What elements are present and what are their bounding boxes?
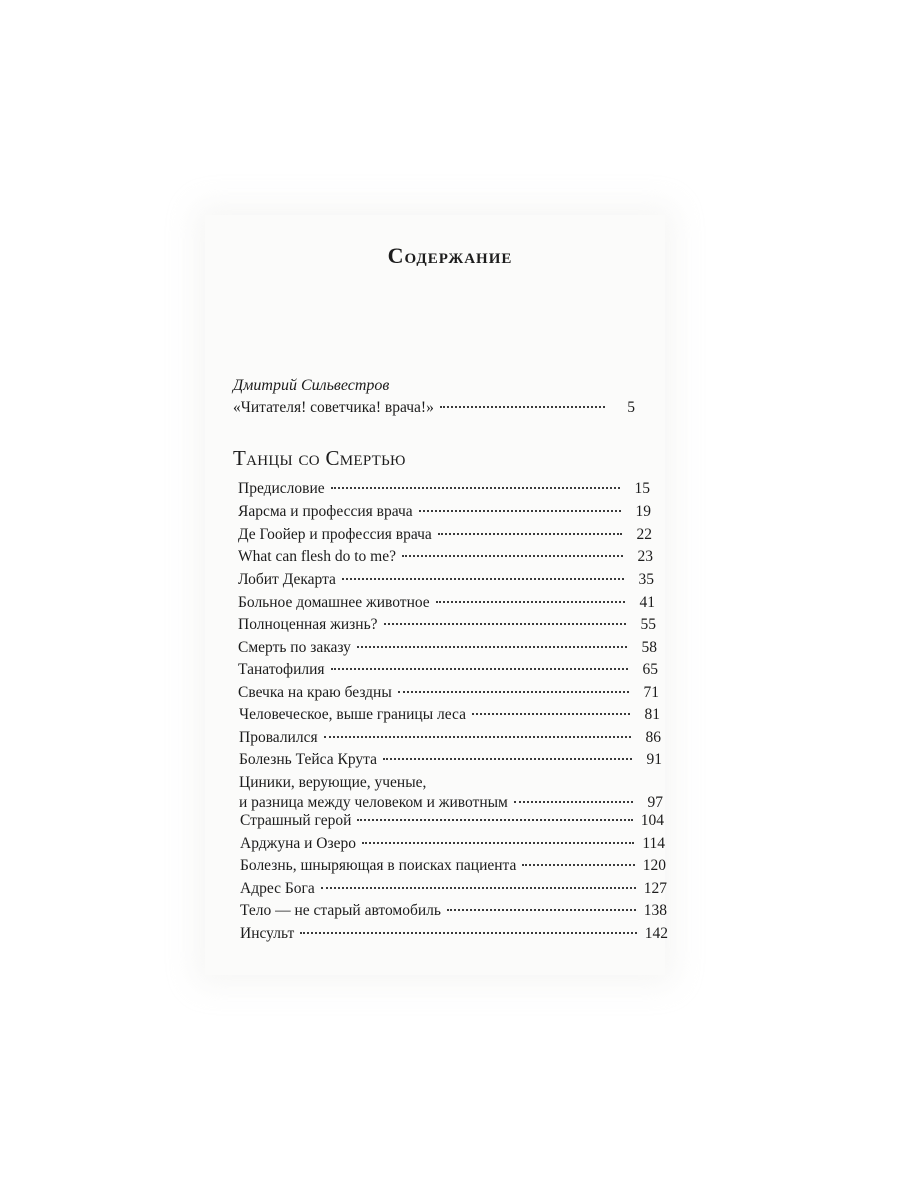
toc-entry-title: Инсульт: [240, 925, 295, 942]
dot-leader: [436, 601, 625, 603]
toc-entry-title: Человеческое, выше границы леса: [239, 706, 466, 723]
toc-entry-title: Страшный герой: [240, 812, 352, 829]
toc-entry-page: 15: [634, 480, 650, 497]
toc-entry-page: 22: [636, 526, 652, 543]
toc-entry-page: 55: [640, 616, 656, 633]
toc-entry: [240, 834, 665, 854]
toc-entry-title: Арджуна и Озеро: [240, 835, 357, 852]
toc-entry: [240, 901, 667, 921]
dot-leader: [362, 842, 634, 844]
toc-entry: [239, 750, 662, 770]
toc-entry: [238, 593, 655, 613]
dot-leader: [522, 864, 634, 866]
dot-leader: [324, 736, 631, 738]
dot-leader: [357, 646, 627, 648]
toc-entry-title-line2: и разница между человеком и животным: [239, 794, 508, 811]
toc-entry-page: 5: [627, 399, 635, 416]
toc-entry-title: Яарсма и профессия врача: [238, 503, 413, 520]
toc-entry-title: Адрес Бога: [240, 880, 315, 897]
toc-entry-page: 81: [644, 706, 660, 723]
page-title: Содержание: [387, 243, 513, 268]
dot-leader: [447, 909, 636, 911]
toc-entry-page: 138: [643, 902, 667, 919]
toc-entry: [239, 773, 663, 813]
toc-entry: [238, 660, 658, 680]
dot-leader: [402, 555, 623, 557]
toc-entry: [240, 924, 668, 944]
toc-entry: [240, 811, 664, 831]
preface-author: Дмитрий Сильвестров: [233, 377, 390, 394]
toc-entry-page: 19: [635, 503, 651, 520]
toc-entry-page: 41: [639, 594, 655, 611]
toc-entry-page: 91: [646, 751, 662, 768]
toc-entry: [238, 525, 652, 545]
section-title: Танцы со Смертью: [233, 446, 406, 470]
toc-entry-page: 127: [643, 880, 667, 897]
toc-entry-page: 65: [642, 661, 658, 678]
dot-leader: [419, 510, 621, 512]
toc-entry-page: 104: [640, 812, 664, 829]
dot-leader: [331, 487, 620, 489]
dot-leader: [440, 406, 605, 408]
toc-entry-title: «Читателя! советчика! врача!»: [233, 399, 434, 416]
dot-leader: [472, 713, 630, 715]
toc-entry: [240, 879, 667, 899]
toc-entry-page: 23: [637, 548, 653, 565]
toc-entry: [238, 502, 651, 522]
toc-entry: [238, 479, 650, 499]
toc-entry: [238, 638, 657, 658]
dot-leader: [398, 691, 629, 693]
toc-entry: [238, 547, 653, 567]
toc-entry-page: 114: [642, 835, 665, 852]
dot-leader: [438, 533, 622, 535]
dot-leader: [331, 668, 628, 670]
toc-entry-title: Полноценная жизнь?: [238, 616, 378, 633]
toc-entry-preface: [233, 398, 635, 418]
toc-entry: [239, 705, 660, 725]
toc-entry-title: Лобит Декарта: [238, 571, 336, 588]
toc-entry-title: Болезнь, шныряющая в поисках пациента: [240, 857, 517, 874]
dot-leader: [357, 819, 632, 821]
dot-leader: [384, 623, 626, 625]
dot-leader: [342, 578, 624, 580]
toc-entry: [240, 856, 666, 876]
toc-entry-title: Свечка на краю бездны: [238, 684, 392, 701]
toc-entry-title: Смерть по заказу: [238, 639, 351, 656]
dot-leader: [514, 801, 633, 803]
toc-entry-page: 120: [642, 857, 666, 874]
toc-entry-title: Провалился: [239, 729, 318, 746]
toc-entry-page: 142: [644, 925, 668, 942]
toc-entry-title: Де Гоойер и профессия врача: [238, 526, 432, 543]
toc-entry-title: What can flesh do to me?: [238, 548, 396, 565]
toc-entry: [238, 615, 656, 635]
toc-entry: [238, 570, 654, 590]
toc-entry-title: Больное домашнее животное: [238, 594, 430, 611]
toc-entry-page: 86: [645, 729, 661, 746]
toc-entry-page: 58: [641, 639, 657, 656]
toc-entry-title: Предисловие: [238, 480, 325, 497]
dot-leader: [300, 932, 637, 934]
toc-entry-page: 97: [647, 794, 663, 811]
toc-entry: [239, 728, 661, 748]
toc-entry-page: 35: [638, 571, 654, 588]
dot-leader: [321, 887, 636, 889]
dot-leader: [383, 758, 632, 760]
toc-entry-title: Болезнь Тейса Крута: [239, 751, 377, 768]
toc-entry-title-line1: Циники, верующие, ученые,: [239, 774, 427, 791]
toc-entry-title: Танатофилия: [238, 661, 325, 678]
toc-entry: [238, 683, 659, 703]
toc-entry-page: 71: [643, 684, 659, 701]
toc-entry-title: Тело — не старый автомобиль: [240, 902, 441, 919]
